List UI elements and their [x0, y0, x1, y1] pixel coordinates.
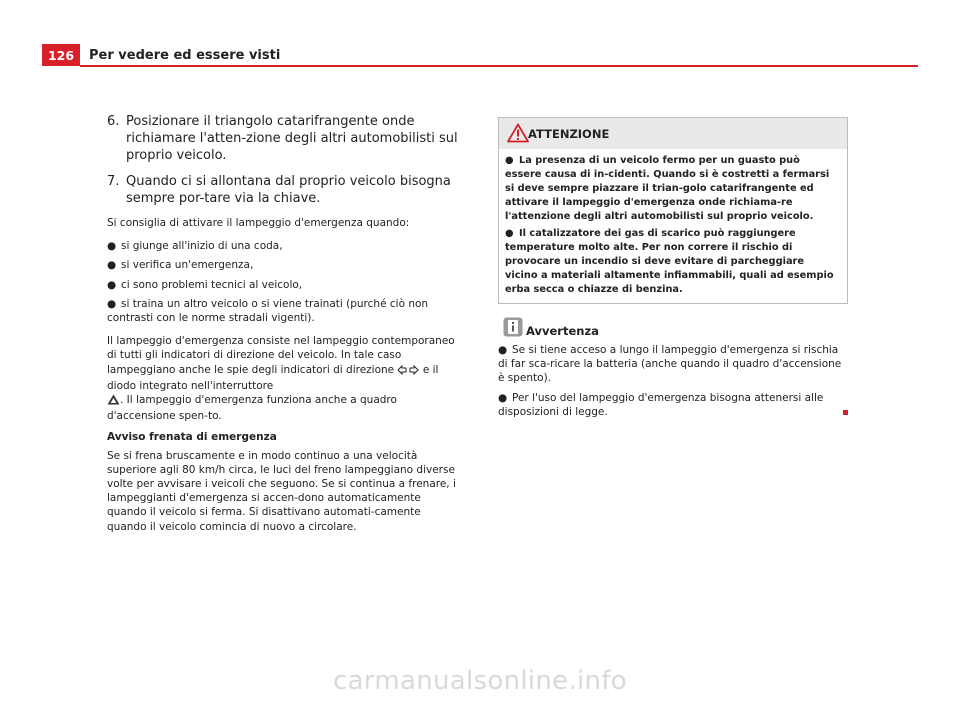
warning-item: ● Il catalizzatore dei gas di scarico può raggiungere temperature molto alte. Per non correre il rischio di provocare un incendio si deve evitare di parcheggiare vicino a materiali altamente infiammabili, quali ad esempio erba secca o chiazze di benzina. — [505, 228, 834, 295]
right-column — [498, 117, 848, 424]
warning-item-text: La presenza di un veicolo fermo per un guasto può essere causa di in-cidenti. Quando si è costretti a fermarsi si deve sempre piazzare il trian-golo catarifrangente ed attivare il lampeggio d'emergenza onde richiama-re l'attenzione degli altri automobilisti sul proprio veicolo. — [505, 155, 830, 222]
emergency-brake-paragraph: Se si frena bruscamente e in modo continuo a una velocità superiore agli 80 km/h circa, le luci del freno lampeggiano diverse volte per avvisare i veicoli che seguono. Se si continua a frenare, i lampeggianti d'emergenza si accen-dono automaticamente quando il veicolo si ferma. Si disattivano automati-camente quando il veicolo comincia di nuovo a circolare. — [107, 449, 456, 533]
hazard-light-paragraph — [107, 334, 463, 423]
step-text: Quando ci si allontana dal proprio veicolo bisogna sempre por-tare via la chiave. — [126, 174, 451, 206]
list-item: ● si verifica un'emergenza, — [107, 259, 254, 272]
warning-title: ATTENZIONE — [528, 127, 610, 141]
step-text: Posizionare il triangolo catarifrangente onde richiamare l'atten-zione degli altri automobilisti sul proprio veicolo. — [126, 114, 458, 163]
note-item-text: Se si tiene acceso a lungo il lampeggio d'emergenza si rischia di far sca-ricare la batteria (anche quando il quadro d'accensione è spento). — [498, 344, 842, 385]
step-number: 7. — [107, 174, 120, 189]
paragraph-text: Il lampeggio d'emergenza consiste nel lampeggio contemporaneo di tutti gli indicatori di direzione del veicolo. In tale caso lampeggiano anche le spie degli indicatori di direzione — [107, 335, 455, 376]
info-note-icon — [503, 317, 523, 337]
list-item-text: si traina un altro veicolo o si viene trainati (purché ciò non contrasti con le norme stradali vigenti). — [107, 297, 429, 325]
list-item-text: si verifica un'emergenza, — [121, 259, 254, 272]
section-end-marker — [843, 410, 848, 415]
note-header — [498, 317, 848, 341]
section-subheading: Avviso frenata di emergenza — [107, 431, 277, 444]
list-item: ● ci sono problemi tecnici al veicolo, — [107, 278, 303, 291]
note-item: ● Per l'uso del lampeggio d'emergenza bisogna attenersi alle disposizioni di legge. — [498, 391, 824, 418]
chapter-title: Per vedere ed essere visti — [89, 48, 281, 63]
list-item-text: si giunge all'inizio di una coda, — [121, 240, 283, 253]
numbered-step — [107, 173, 463, 207]
page-header — [42, 44, 918, 66]
paragraph-text: . Il lampeggio d'emergenza funziona anche a quadro d'accensione spen-to. — [107, 394, 397, 423]
list-item: ● si giunge all'inizio di una coda, — [107, 240, 283, 253]
turn-signal-arrows-icon — [397, 365, 419, 379]
warning-body — [499, 149, 847, 303]
header-rule — [80, 65, 918, 67]
left-column — [107, 113, 463, 541]
step-number: 6. — [107, 114, 120, 129]
note-item-text: Per l'uso del lampeggio d'emergenza bisogna attenersi alle disposizioni di legge. — [498, 391, 824, 418]
warning-item-text: Il catalizzatore dei gas di scarico può raggiungere temperature molto alte. Per non correre il rischio di provocare un incendio si deve evitare di parcheggiare vicino a materiali altamente infiammabili, quali ad esempio erba secca o chiazze di benzina. — [505, 228, 834, 295]
warning-item: ● La presenza di un veicolo fermo per un guasto può essere causa di in-cidenti. Quando si è costretti a fermarsi si deve sempre piazzare il trian-golo catarifrangente ed attivare il lampeggio d'emergenza onde richiama-re l'attenzione degli altri automobilisti sul proprio veicolo. — [505, 155, 830, 222]
note-item: ● Se si tiene acceso a lungo il lampeggio d'emergenza si rischia di far sca-ricare la batteria (anche quando il quadro d'accensione è spento). — [498, 344, 842, 385]
watermark: carmanualsonline.info — [332, 666, 627, 696]
intro-paragraph: Si consiglia di attivare il lampeggio d'emergenza quando: — [107, 217, 410, 229]
hazard-switch-icon — [107, 394, 120, 409]
page-number: 126 — [42, 44, 80, 66]
list-item: ● si traina un altro veicolo o si viene trainati (purché ciò non contrasti con le norme stradali vigenti). — [107, 297, 429, 325]
note-body — [498, 343, 848, 419]
warning-box — [498, 117, 848, 304]
warning-header — [499, 118, 847, 149]
list-item-text: ci sono problemi tecnici al veicolo, — [121, 278, 303, 291]
warning-triangle-icon — [507, 123, 529, 143]
note-title: Avvertenza — [526, 324, 599, 338]
paragraph-text: e il diodo integrato nell'interruttore — [107, 363, 439, 392]
numbered-step — [107, 113, 463, 164]
